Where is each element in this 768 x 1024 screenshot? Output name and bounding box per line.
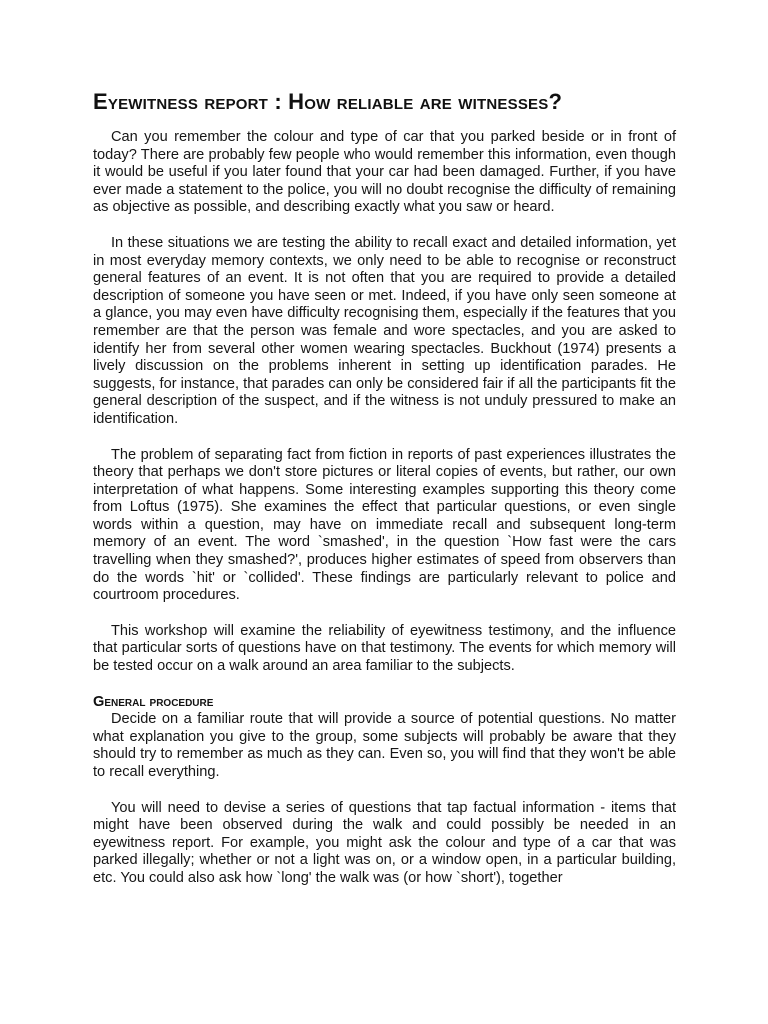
- section-heading: General procedure: [93, 693, 214, 710]
- recall-paragraph: In these situations we are testing the ability to recall exact and detailed information, yet in most everyday memory contexts, we only need to be able to recognise or reconstruct general features of an event. It is not often that you are required to provide a detailed description of someone you have seen or met. Indeed, if you have only seen someone at a glance, you may even have difficulty recognising them, especially if the features that you remember are that the person was female and wore spectacles, and you are asked to identify her from several other women wearing spectacles. Buckhout (1974) presents a lively discussion on the problems inherent in setting up identification parades. He suggests, for instance, that parades can only be considered fair if all the participants fit the general description of the suspect, and if the witness is not unduly pressured to make an identification.: [93, 234, 676, 427]
- theory-paragraph: The problem of separating fact from fiction in reports of past experiences illustrates the theory that perhaps we don't store pictures or literal copies of events, but rather, our own interpretation of what happens. Some interesting examples supporting this theory come from Loftus (1975). She examines the effect that particular questions, or even single words within a question, may have on immediate recall and subsequent long-term memory of an event. The word `smashed', in the question `How fast were the cars travelling when they smashed?', produces higher estimates of speed from observers than do the words `hit' or `collided'. These findings are particularly relevant to police and courtroom procedures.: [93, 446, 676, 604]
- document-title: Eyewitness report : How reliable are witnesses?: [93, 89, 563, 114]
- questions-paragraph: You will need to devise a series of questions that tap factual information - items that might have been observed during the walk and could possibly be needed in an eyewitness report. For example, you might ask the colour and type of a car that was parked illegally; whether or not a light was on, or a window open, in a particular building, etc. You could also ask how `long' the walk was (or how `short'), together: [93, 799, 676, 886]
- workshop-paragraph: This workshop will examine the reliability of eyewitness testimony, and the influence that particular sorts of questions have on that testimony. The events for which memory will be tested occur on a walk around an area familiar to the subjects.: [93, 622, 676, 675]
- intro-paragraph: Can you remember the colour and type of car that you parked beside or in front of today? There are probably few people who would remember this information, even though it would be useful if you later found that your car had been damaged. Further, if you have ever made a statement to the police, you will no doubt recognise the difficulty of remaining as objective as possible, and describing exactly what you saw or heard.: [93, 129, 676, 216]
- procedure-paragraph: Decide on a familiar route that will provide a source of potential questions. No matter what explanation you give to the group, some subjects will probably be aware that they should try to remember as much as they can. Even so, you will find that they won't be able to recall everything.: [93, 711, 676, 780]
